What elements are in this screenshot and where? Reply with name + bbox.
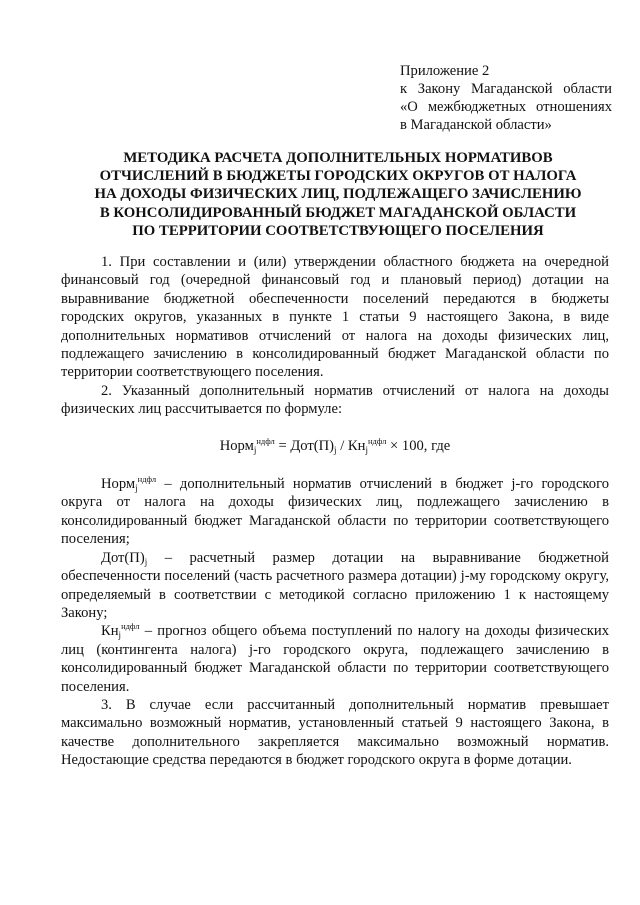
appendix-line-4: в Магаданской области»	[400, 117, 552, 133]
title-line-1: МЕТОДИКА РАСЧЕТА ДОПОЛНИТЕЛЬНЫХ НОРМАТИВОВ	[123, 150, 553, 166]
formula-slash: / Кн	[336, 437, 366, 454]
paragraph-3: 3. В случае если рассчитанный дополнительный норматив превышает максимально возможный норматив, установленный статьей 9 настоящего Закона, в качестве дополнительного закрепляется максимально возможный норматив. Недостающие средства передаются в бюджет городского округа в форме дотации.	[61, 696, 609, 769]
appendix-line-1: Приложение 2	[400, 63, 490, 79]
appendix-reference	[400, 62, 612, 134]
formula	[61, 437, 609, 455]
definition-dot	[61, 549, 609, 623]
appendix-line-2: к Закону Магаданской области	[400, 81, 612, 97]
formula-sup-ndfl-1: ндфл	[256, 435, 275, 446]
def-dot-term: Дот(П)	[101, 549, 145, 566]
document-title	[60, 149, 616, 240]
formula-sup-ndfl-2: ндфл	[367, 435, 387, 446]
paragraph-1: 1. При составлении и (или) утверждении областного бюджета на очередной финансовый год (очередной финансовый год и плановый период) дотации на выравнивание бюджетной обеспеченности поселений передаются в бюджеты городских округов, указанных в пункте 1 статьи 9 настоящего Закона, в виде дополнительных нормативов отчислений от налога на доходы физических лиц, подлежащего зачислению в консолидированный бюджет Магаданской области по территории соответствующего поселения.	[61, 254, 609, 381]
def-dot-sub: j	[144, 556, 148, 567]
title-line-5: ПО ТЕРРИТОРИИ СООТВЕТСТВУЮЩЕГО ПОСЕЛЕНИЯ	[132, 222, 544, 239]
formula-sub-j-3: j	[365, 444, 368, 455]
def-norm-term: Норм	[101, 476, 136, 493]
def-kn-term: Кн	[101, 623, 119, 640]
appendix-line-3: «О межбюджетных отношениях	[400, 99, 612, 115]
def-norm-text: – дополнительный норматив отчислений в бюджет j-го городского округа от налога на доходы физических лиц, подлежащего зачислению в консолидированный бюджет Магаданской области по территории соответствующего поселения;	[61, 476, 609, 548]
def-kn-text: – прогноз общего объема поступлений по налогу на доходы физических лиц (контингента налога) j-го городского округа, подлежащего зачислению в консолидированный бюджет Магаданской области по территории соответствующего поселения.	[61, 623, 609, 695]
definition-kn	[61, 622, 609, 696]
def-norm-sub: j	[135, 483, 138, 494]
def-kn-sub: j	[118, 630, 122, 641]
paragraph-2: 2. Указанный дополнительный норматив отчислений от налога на доходы физических лиц рассчитывается по формуле:	[61, 382, 609, 418]
def-dot-text: – расчетный размер дотации на выравнивание бюджетной обеспеченности поселений (часть расчетного размера дотации) j-му городскому округу, определяемый в соответствии с методикой согласно приложению 1 к настоящему Закону;	[61, 549, 609, 621]
title-line-3: НА ДОХОДЫ ФИЗИЧЕСКИХ ЛИЦ, ПОДЛЕЖАЩЕГО ЗАЧИСЛЕНИЮ	[94, 186, 582, 203]
title-line-2: ОТЧИСЛЕНИЙ В БЮДЖЕТЫ ГОРОДСКИХ ОКРУГОВ ОТ НАЛОГА	[99, 168, 577, 185]
formula-sub-j-1: j	[253, 444, 257, 455]
formula-eq: = Дот(П)	[274, 437, 335, 454]
title-line-4: В КОНСОЛИДИРОВАННЫЙ БЮДЖЕТ МАГАДАНСКОЙ ОБЛАСТИ	[99, 204, 577, 221]
def-kn-sup: ндфл	[121, 621, 140, 632]
formula-norm: Норм	[219, 437, 254, 454]
formula-tail: × 100, где	[386, 437, 451, 454]
formula-sub-j-2: j	[334, 444, 337, 455]
definition-norm	[61, 475, 609, 549]
document-body	[61, 253, 609, 770]
def-norm-sup: ндфл	[137, 474, 157, 485]
